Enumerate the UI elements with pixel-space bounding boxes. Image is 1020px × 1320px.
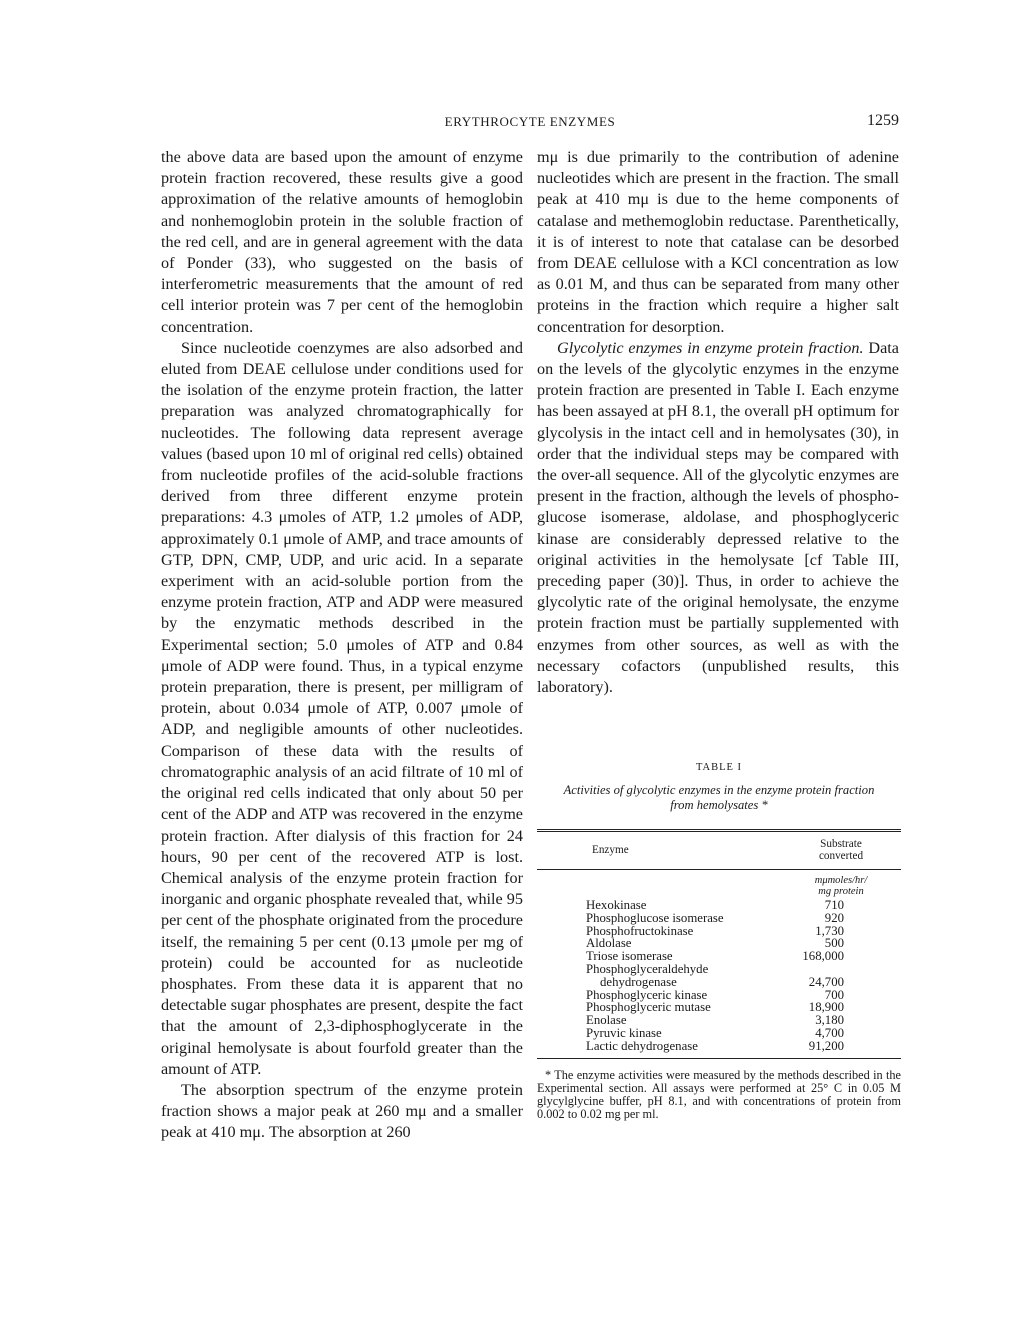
enzyme-name-line: Phosphoglyceric kinase xyxy=(586,987,708,1002)
units-line: mg protein xyxy=(818,886,864,897)
paragraph-body: Data on the levels of the glycolytic enzymes in the enzyme protein fraction are presented in Table I. Each enzyme has been assayed at pH 8.1, the overall pH optimum for glycolysis in the intact cell and in hemolysates (30), in order that the individual steps may be compared with the over-all sequence. All of the glycolytic enzymes are present in the fraction, although the levels of phosphoglucose isomerase, aldolase, and phosphoglyceric kinase are considerably depressed relative to the original activities in the hemolysate [cf Table III, preceding paper (30)]. Thus, in order to achieve the glycolytic rate of the original hemolysate, the enzyme protein fraction must be partially supplemented with enzymes from other sources, as well as with the necessary cofactors (unpublished results, this laboratory). xyxy=(537,338,899,697)
enzyme-name xyxy=(537,1040,781,1053)
activity-value: 3,180 xyxy=(815,1013,844,1028)
table-caption-line: from hemolysates * xyxy=(670,798,768,812)
paragraph-glycolytic xyxy=(537,338,899,698)
units-cell xyxy=(781,870,901,899)
table-row xyxy=(537,963,901,989)
enzyme-name-line: Phosphoglyceric mutase xyxy=(586,1000,711,1015)
table-body xyxy=(537,869,901,1053)
activity-value: 91,200 xyxy=(808,1038,844,1053)
page-number: 1259 xyxy=(867,112,899,129)
activity-value: 18,900 xyxy=(808,1000,844,1015)
enzyme-name xyxy=(537,963,781,989)
activity-value: 710 xyxy=(824,898,844,912)
paragraph: the above data are based upon the amount of enzyme protein fraction recovered, these results give a good approximation of the relative amounts of hemoglobin and nonhemoglobin protein in the soluble fraction of the red cell, and are in general agreement with the data of Ponder (33), who suggested on the basis of interferometric measurements that the amount of red cell interior protein was 7 per cent of the hemoglobin concentration. xyxy=(161,148,523,336)
enzyme-name-line: dehydrogenase xyxy=(600,974,677,989)
units-row xyxy=(537,870,901,899)
units-line: mμmoles/hr/ xyxy=(814,875,868,886)
activity-value: 24,700 xyxy=(808,974,844,989)
enzyme-name-line: Phosphofructokinase xyxy=(586,923,694,938)
table-label: TABLE I xyxy=(695,762,743,773)
table-bottom-rule xyxy=(537,1058,901,1059)
paragraph: mμ is due primarily to the contribution of adenine nucleotides which are present in the fraction. The small peak at 410 mμ is due to the heme components of catalase and methemoglobin reductase. Parenthetically, it is of interest to note that catalase can be desorbed from DEAE cellulose with a KCl concentration as low as 0.01 M, and thus can be separated from many other proteins in the fraction which require a higher salt concentration for desorption. xyxy=(537,148,899,336)
footnote-text: * The enzyme activities were measured by the methods described in the Experimental section. All assays were performed at 25° C in 0.05 M glycylglycine buffer, pH 8.1, and with concentrations of protein from 0.002 to 0.02 mg per ml. xyxy=(537,1067,901,1121)
header-substrate xyxy=(781,832,901,869)
enzyme-name xyxy=(537,1027,781,1040)
enzyme-name xyxy=(537,925,781,938)
activity-value: 700 xyxy=(824,987,844,1002)
paragraph: Since nucleotide coenzymes are also adsorbed and eluted from DEAE cellulose under conditions used for the isolation of the enzyme protein fraction, the latter preparation was analyzed chromatographically for nucleotides. The following data represent average values (based upon 10 ml of original red cells) obtained from nucleotide profiles of the acid-soluble fractions derived from three different enzyme protein preparations: 4.3 μmoles of ATP, 1.2 μmoles of ADP, approximately 0.1 μmole of AMP, and trace amounts of GTP, DPN, CMP, UDP, and uric acid. In a separate experiment with an acid-soluble portion from the enzyme protein fraction, ATP and ADP were measured by the enzymatic methods described in the Experimental section; 5.0 μmoles of ATP and 0.84 μmole of ADP were found. Thus, in a typical enzyme protein preparation, there is present, per milligram of protein, about 0.034 μmole of ATP, 0.007 μmole of ADP, and negligible amounts of other nucleotides. Comparison of these data with the results of chromatographic analysis of an acid filtrate of 10 ml of the original red cells indicated that only about 50 per cent of the ADP and ATP was recovered in the enzyme protein fraction. After dialysis of this fraction for 24 hours, 90 per cent of the recovered ATP is lost. Chemical analysis of the enzyme protein fraction for inorganic and organic phosphate revealed that, while 95 per cent of the phosphate originated from the procedure itself, the remaining 5 per cent (0.13 μmole per mg of protein) could be accounted for as nucleotide phosphates. From these data it is apparent that no detectable sugar phosphates are present, despite the fact that the amount of 2,3-diphosphoglycerate in the original hemolysate is about fourfold greater than the amount of ATP. xyxy=(161,338,523,1078)
table-block xyxy=(537,762,901,1121)
enzyme-name xyxy=(537,1001,781,1014)
enzyme-name xyxy=(537,899,781,912)
enzyme-name-line: Lactic dehydrogenase xyxy=(586,1038,698,1053)
table-footnote xyxy=(537,1069,901,1121)
header-substrate-line: Substrate xyxy=(820,838,862,850)
left-column xyxy=(161,147,523,1144)
paragraph: The absorption spectrum of the enzyme protein fraction shows a major peak at 260 mμ and a smaller peak at 410 mμ. The absorption at 260 xyxy=(161,1080,523,1142)
enzyme-name-line: Enolase xyxy=(586,1013,627,1028)
enzyme-table xyxy=(537,832,901,1053)
table-row xyxy=(537,1040,901,1053)
table-row xyxy=(537,1027,901,1040)
run-in-heading: Glycolytic enzymes in enzyme protein fraction. xyxy=(557,338,864,357)
right-column xyxy=(537,147,899,698)
activity-value: 920 xyxy=(824,910,844,925)
enzyme-name-line: Triose isomerase xyxy=(586,949,673,964)
table-caption xyxy=(537,783,901,813)
running-head xyxy=(161,112,899,134)
enzyme-name-line: Phosphoglucose isomerase xyxy=(586,910,724,925)
enzyme-name-line: Pyruvic kinase xyxy=(586,1025,662,1040)
activity-value: 1,730 xyxy=(815,923,844,938)
enzyme-name-line: Aldolase xyxy=(586,936,632,951)
activity-value: 500 xyxy=(824,936,844,951)
activity-value: 168,000 xyxy=(802,949,844,964)
table-row xyxy=(537,899,901,912)
activity-value: 4,700 xyxy=(815,1025,844,1040)
enzyme-name xyxy=(537,912,781,925)
enzyme-name-line: Phosphoglyceraldehyde xyxy=(586,961,709,976)
enzyme-name-line: Hexokinase xyxy=(586,898,647,912)
header-enzyme: Enzyme xyxy=(592,844,629,856)
table-row xyxy=(537,912,901,925)
table-header-row xyxy=(537,832,901,869)
running-title: ERYTHROCYTE ENZYMES xyxy=(444,114,616,129)
header-substrate-line: converted xyxy=(818,850,864,862)
table-caption-line: Activities of glycolytic enzymes in the enzyme protein fraction xyxy=(563,783,875,797)
